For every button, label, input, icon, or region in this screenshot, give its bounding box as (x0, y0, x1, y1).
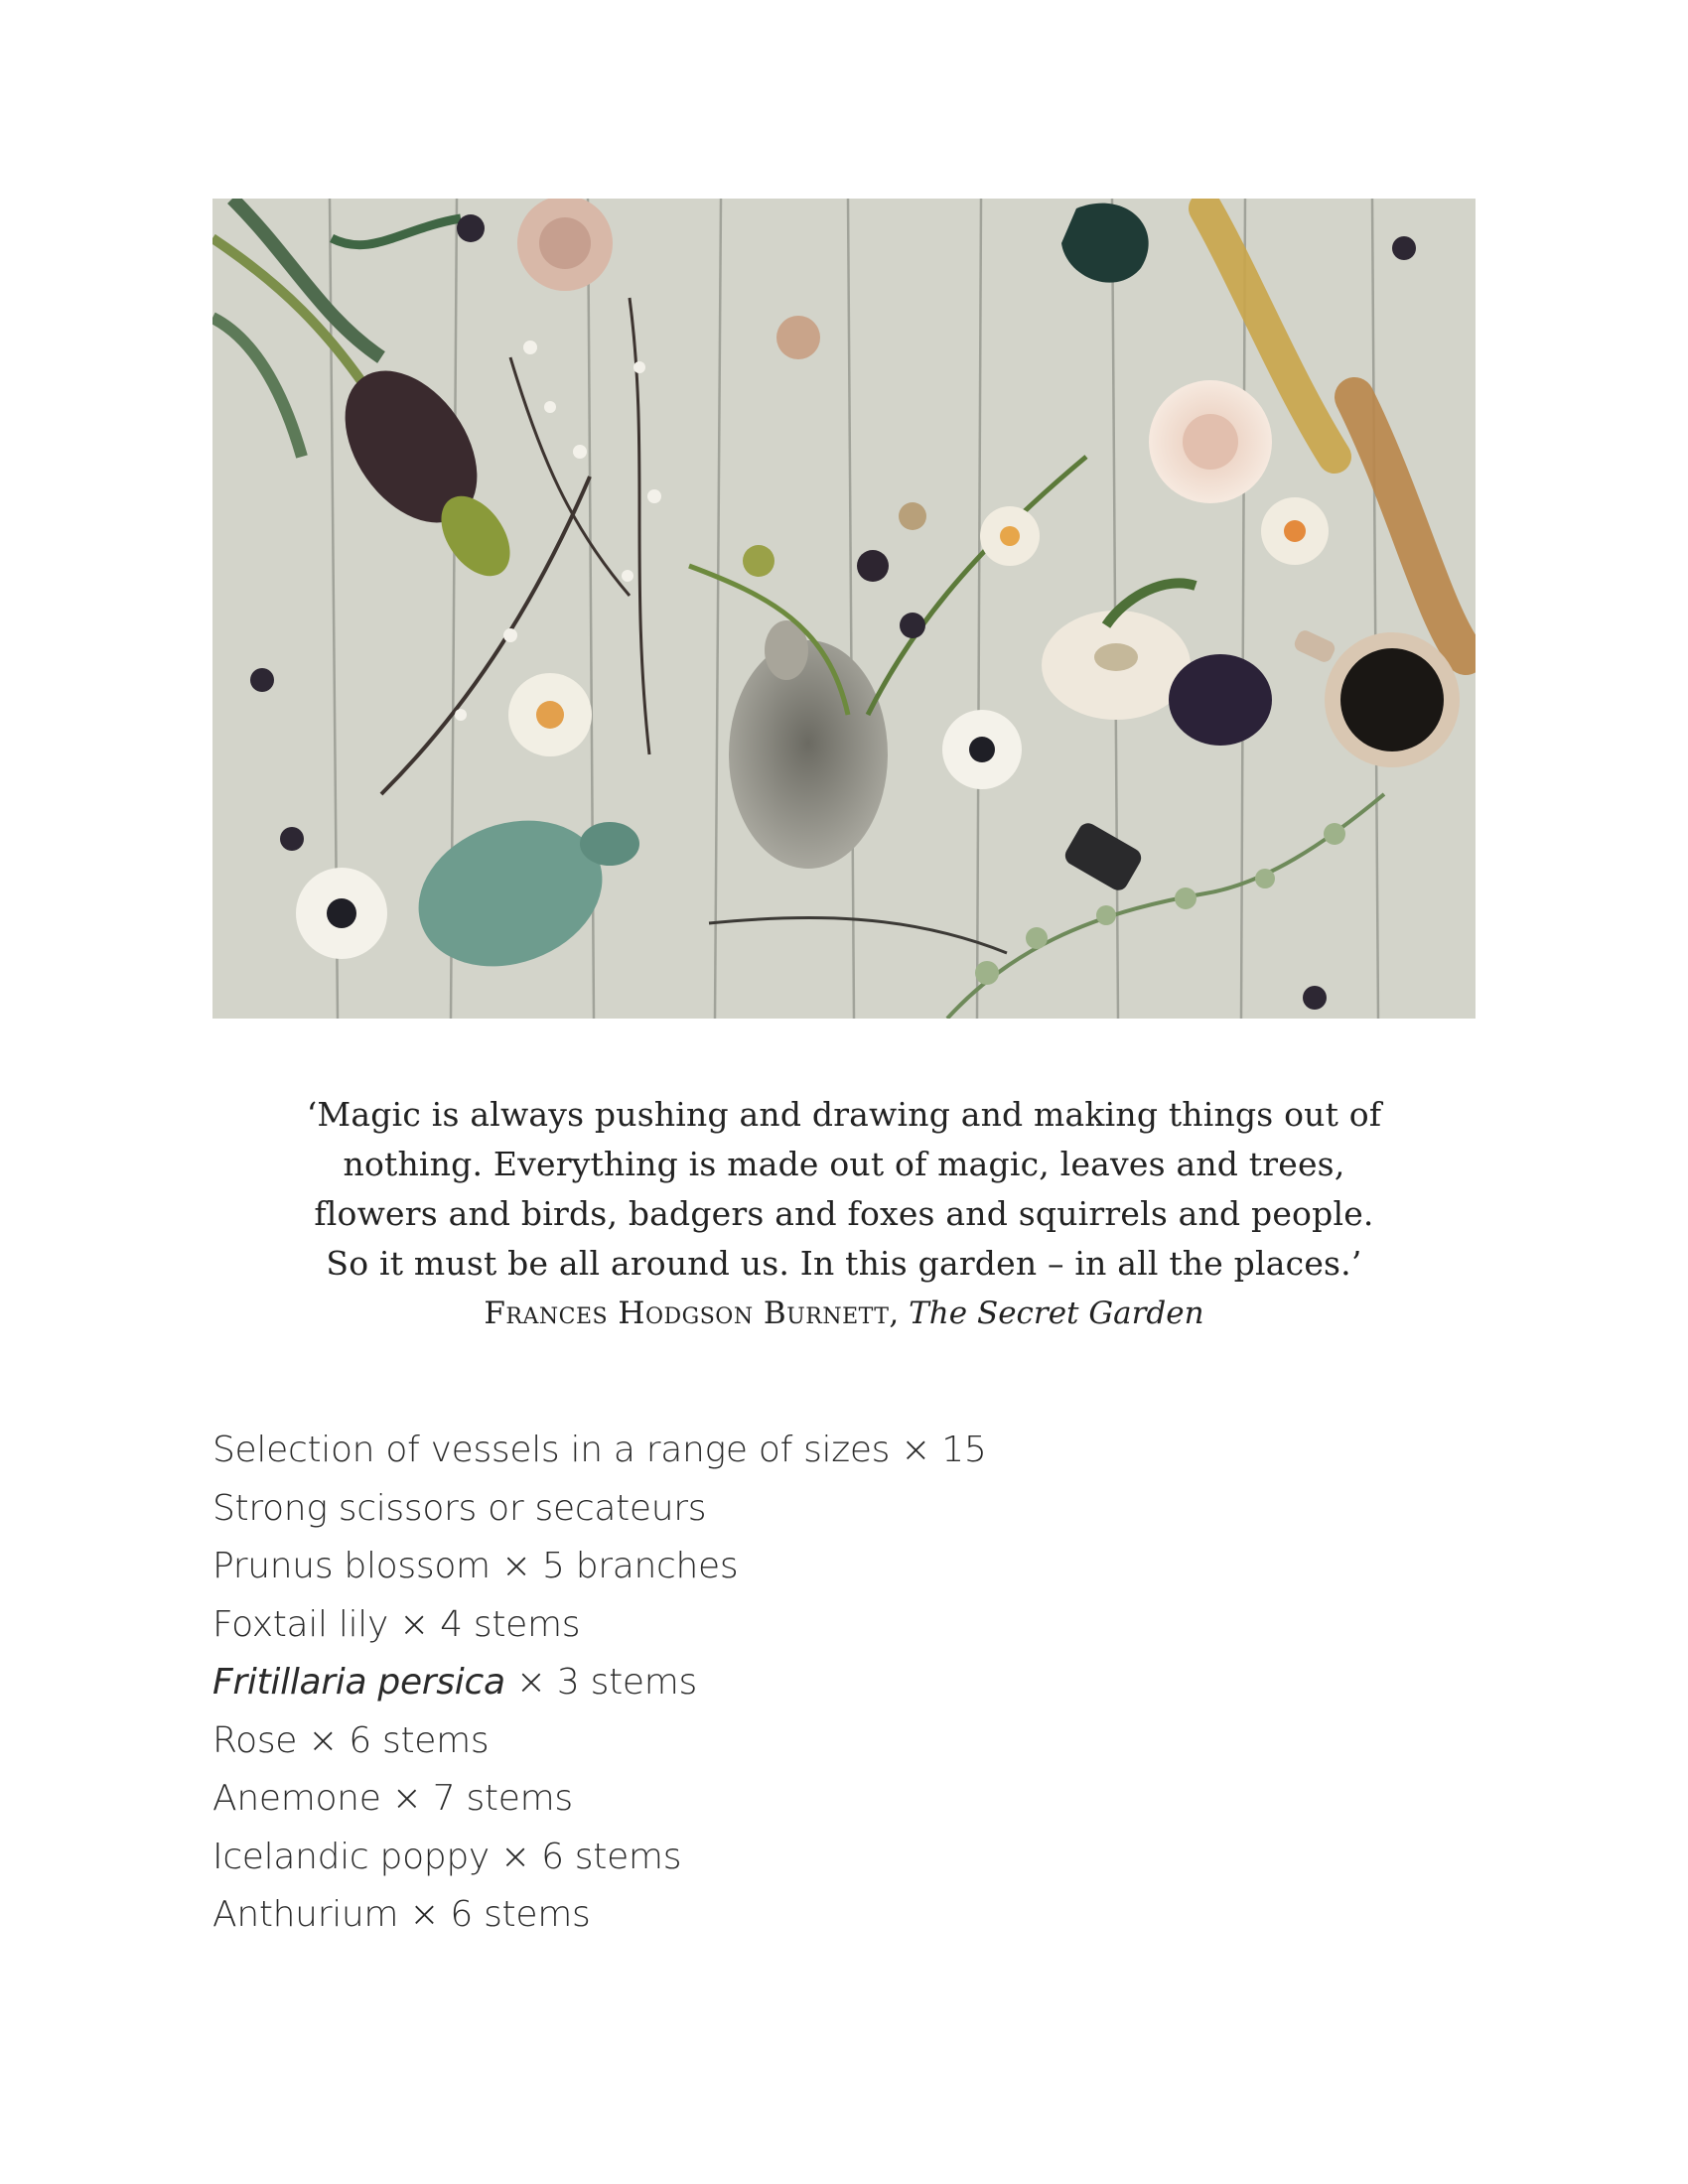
item-italic-name: Fritillaria persica (212, 1662, 505, 1703)
quote-line: flowers and birds, badgers and foxes and squirrels and people. (314, 1194, 1374, 1233)
list-item (212, 1480, 1305, 1539)
item-text: Rose × 6 stems (212, 1719, 490, 1761)
epigraph (212, 1090, 1476, 1338)
quote-line: ‘Magic is always pushing and drawing and making things out of (306, 1095, 1382, 1134)
item-text: Anthurium × 6 stems (212, 1894, 591, 1935)
quote-work-title: The Secret Garden (909, 1296, 1204, 1331)
list-item (212, 1596, 1305, 1655)
item-text: Prunus blossom × 5 branches (212, 1546, 739, 1586)
list-item (212, 1829, 1305, 1887)
list-item (212, 1770, 1305, 1829)
flat-lay-photo (212, 199, 1476, 1019)
item-text: Foxtail lily × 4 stems (212, 1603, 581, 1645)
list-item (212, 1538, 1305, 1596)
item-text: Icelandic poppy × 6 stems (212, 1836, 682, 1877)
list-item (212, 1422, 1305, 1480)
quote-line: nothing. Everything is made out of magic, leaves and trees, (343, 1145, 1345, 1183)
quote-line: So it must be all around us. In this garden – in all the places.’ (326, 1244, 1362, 1283)
list-item (212, 1654, 1305, 1712)
item-text: × 3 stems (504, 1662, 697, 1703)
materials-list (212, 1422, 1305, 1945)
list-item (212, 1712, 1305, 1771)
quote-attribution (212, 1289, 1476, 1338)
quote-author: Frances Hodgson Burnett (484, 1296, 890, 1331)
item-text: Anemone × 7 stems (212, 1778, 573, 1819)
item-text: Strong scissors or secateurs (212, 1487, 707, 1529)
attribution-separator: , (889, 1296, 910, 1331)
flat-lay-photo-icon (212, 199, 1476, 1019)
item-text: Selection of vessels in a range of sizes × 15 (212, 1430, 987, 1470)
list-item (212, 1886, 1305, 1945)
